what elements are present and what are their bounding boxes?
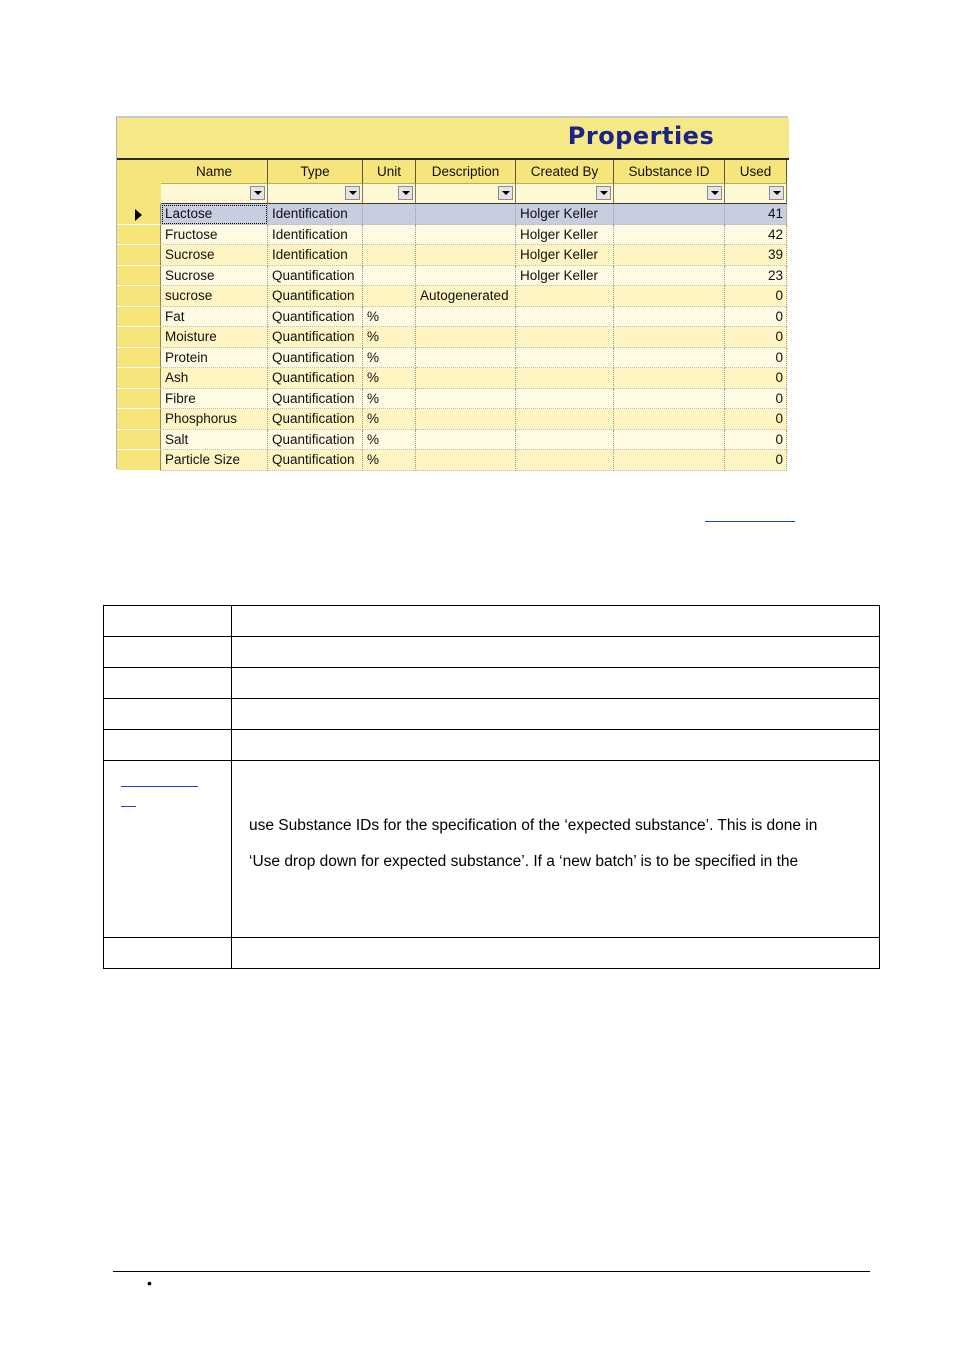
cell-type[interactable]: Quantification [268,430,363,451]
cell-substance-id[interactable] [614,286,725,307]
cell-unit[interactable] [363,204,416,225]
cell-substance-id[interactable] [614,307,725,328]
cell-created-by[interactable]: Holger Keller [516,225,614,246]
document-table [103,605,880,969]
cell-description[interactable] [416,348,516,369]
hyperlink-underline[interactable] [705,521,795,522]
cell-used[interactable]: 0 [725,286,787,307]
chevron-down-icon[interactable] [707,186,722,200]
cell-substance-id[interactable] [614,266,725,287]
cell-description[interactable] [416,204,516,225]
cell-description[interactable] [416,368,516,389]
cell-unit[interactable]: % [363,368,416,389]
row-selector[interactable] [117,245,161,266]
filter-name[interactable] [161,184,268,204]
cell-created-by[interactable] [516,307,614,328]
filter-unit[interactable] [363,184,416,204]
cell-type[interactable]: Quantification [268,389,363,410]
table-text-line: ‘Use drop down for expected substance’. If a ‘new batch’ is to be specified in the [249,853,799,870]
cell-name[interactable]: Fat [161,307,268,328]
row-selector[interactable] [117,450,161,471]
cell-created-by[interactable] [516,430,614,451]
cell-description[interactable] [416,430,516,451]
cell-description[interactable] [416,266,516,287]
column-header-used[interactable]: Used [725,160,787,184]
cell-unit[interactable] [363,225,416,246]
row-selector[interactable] [117,225,161,246]
cell-name[interactable]: Lactose [161,204,268,225]
cell-name[interactable]: Protein [161,348,268,369]
table-text-line: use Substance IDs for the specification of the ‘expected substance’. This is done in [249,817,818,834]
row-selector[interactable] [117,266,161,287]
cell-substance-id[interactable] [614,389,725,410]
cell-description[interactable] [416,450,516,471]
cell-name[interactable]: Phosphorus [161,409,268,430]
row-selector[interactable] [117,286,161,307]
row-pointer-icon [135,209,142,221]
cell-created-by[interactable]: Holger Keller [516,245,614,266]
cell-created-by[interactable] [516,450,614,471]
grid-title-bar [117,118,789,160]
footer-bullet: • [147,1275,152,1291]
row-selector[interactable] [117,389,161,410]
filter-type[interactable] [268,184,363,204]
row-selector[interactable] [117,307,161,328]
filter-created-by[interactable] [516,184,614,204]
cell-unit[interactable]: % [363,430,416,451]
cell-used[interactable]: 0 [725,348,787,369]
cell-type[interactable]: Quantification [268,266,363,287]
cell-type[interactable]: Quantification [268,409,363,430]
chevron-down-icon[interactable] [596,186,611,200]
cell-substance-id[interactable] [614,225,725,246]
cell-created-by[interactable]: Holger Keller [516,266,614,287]
column-header-unit[interactable]: Unit [363,160,416,184]
table-row[interactable] [117,245,789,266]
cell-description[interactable] [416,307,516,328]
cell-description[interactable] [416,409,516,430]
cell-used[interactable]: 0 [725,327,787,348]
row-selector[interactable] [117,430,161,451]
cell-used[interactable]: 0 [725,430,787,451]
chevron-down-icon[interactable] [345,186,360,200]
cell-description[interactable]: Autogenerated [416,286,516,307]
chevron-down-icon[interactable] [398,186,413,200]
cell-created-by[interactable] [516,286,614,307]
cell-name[interactable]: Fibre [161,389,268,410]
cell-name[interactable]: Sucrose [161,245,268,266]
cell-substance-id[interactable] [614,327,725,348]
cell-hyperlink-underline[interactable] [121,806,136,807]
cell-created-by[interactable] [516,409,614,430]
cell-description[interactable] [416,245,516,266]
cell-created-by[interactable] [516,389,614,410]
cell-substance-id[interactable] [614,368,725,389]
cell-unit[interactable] [363,266,416,287]
cell-used[interactable]: 42 [725,225,787,246]
cell-used[interactable]: 39 [725,245,787,266]
cell-unit[interactable]: % [363,450,416,471]
cell-name[interactable]: Particle Size [161,450,268,471]
table-row[interactable] [117,225,789,246]
cell-type[interactable]: Identification [268,225,363,246]
cell-created-by[interactable] [516,368,614,389]
cell-unit[interactable]: % [363,327,416,348]
table-row[interactable] [117,389,789,410]
filter-used[interactable] [725,184,787,204]
cell-substance-id[interactable] [614,348,725,369]
cell-type[interactable]: Quantification [268,286,363,307]
cell-substance-id[interactable] [614,430,725,451]
cell-used[interactable]: 0 [725,389,787,410]
table-row-divider [104,937,879,938]
table-row[interactable] [117,430,789,451]
footer-rule [113,1271,870,1272]
table-row[interactable] [117,286,789,307]
column-header-created-by[interactable]: Created By [516,160,614,184]
filter-description[interactable] [416,184,516,204]
table-row[interactable] [117,204,789,225]
table-column-divider [231,606,232,968]
cell-unit[interactable]: % [363,409,416,430]
cell-name[interactable]: Salt [161,430,268,451]
cell-created-by[interactable]: Holger Keller [516,204,614,225]
row-selector[interactable] [117,327,161,348]
table-row-divider [104,729,879,730]
column-header-type[interactable]: Type [268,160,363,184]
table-row[interactable] [117,307,789,328]
cell-type[interactable]: Quantification [268,348,363,369]
column-header-substance-id[interactable]: Substance ID [614,160,725,184]
properties-grid [116,116,788,469]
table-row[interactable] [117,409,789,430]
cell-description[interactable] [416,225,516,246]
cell-description[interactable] [416,327,516,348]
table-row[interactable] [117,266,789,287]
cell-unit[interactable]: % [363,389,416,410]
cell-name[interactable]: sucrose [161,286,268,307]
cell-name[interactable]: Fructose [161,225,268,246]
cell-used[interactable]: 0 [725,307,787,328]
cell-substance-id[interactable] [614,409,725,430]
table-row-divider [104,760,879,761]
cell-used[interactable]: 0 [725,450,787,471]
column-header-name[interactable]: Name [161,160,268,184]
cell-hyperlink-underline[interactable] [121,786,198,787]
cell-used[interactable]: 0 [725,368,787,389]
cell-created-by[interactable] [516,348,614,369]
cell-unit[interactable] [363,245,416,266]
row-selector[interactable] [117,348,161,369]
cell-unit[interactable]: % [363,307,416,328]
filter-substance-id[interactable] [614,184,725,204]
cell-name[interactable]: Moisture [161,327,268,348]
row-selector[interactable] [117,368,161,389]
cell-name[interactable]: Ash [161,368,268,389]
cell-type[interactable]: Identification [268,204,363,225]
cell-created-by[interactable] [516,327,614,348]
chevron-down-icon[interactable] [250,186,265,200]
cell-used[interactable]: 41 [725,204,787,225]
chevron-down-icon[interactable] [498,186,513,200]
cell-used[interactable]: 0 [725,409,787,430]
cell-substance-id[interactable] [614,245,725,266]
cell-substance-id[interactable] [614,204,725,225]
table-row[interactable] [117,348,789,369]
table-row[interactable] [117,368,789,389]
cell-type[interactable]: Quantification [268,368,363,389]
cell-description[interactable] [416,389,516,410]
cell-unit[interactable]: % [363,348,416,369]
cell-type[interactable]: Identification [268,245,363,266]
table-row[interactable] [117,450,789,471]
row-selector[interactable] [117,409,161,430]
table-row[interactable] [117,327,789,348]
cell-type[interactable]: Quantification [268,327,363,348]
table-row-divider [104,667,879,668]
chevron-down-icon[interactable] [769,186,784,200]
column-header-description[interactable]: Description [416,160,516,184]
cell-name[interactable]: Sucrose [161,266,268,287]
table-row-divider [104,698,879,699]
table-row-divider [104,636,879,637]
grid-title: Properties [567,122,715,150]
cell-used[interactable]: 23 [725,266,787,287]
cell-unit[interactable] [363,286,416,307]
cell-substance-id[interactable] [614,450,725,471]
cell-type[interactable]: Quantification [268,450,363,471]
cell-type[interactable]: Quantification [268,307,363,328]
row-selector[interactable] [117,204,161,225]
